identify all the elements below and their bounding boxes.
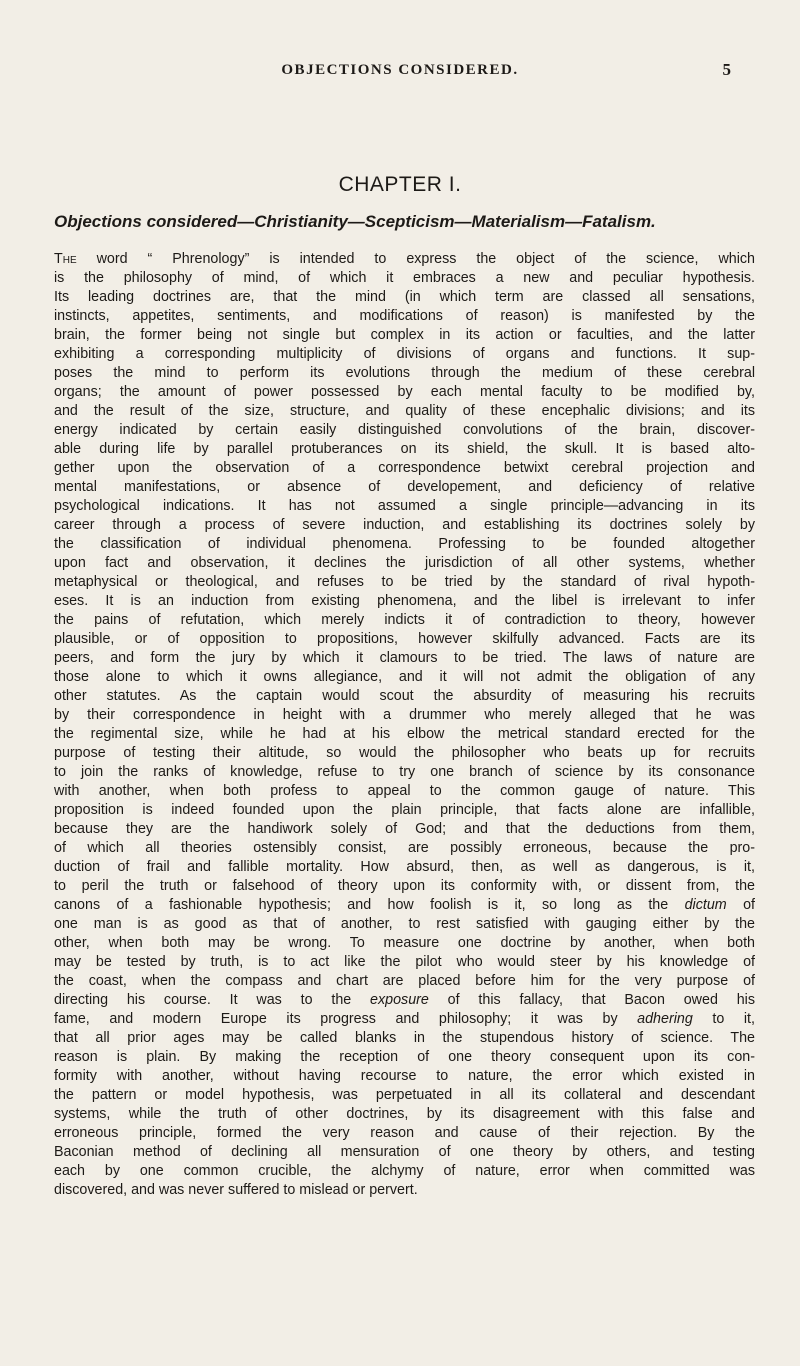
text-line: and the result of the size, structure, and quality of these encephalic divisions; and its (54, 403, 755, 419)
text-line: energy indicated by certain easily distinguished convolutions of the brain, discover- (54, 422, 755, 438)
running-title: OBJECTIONS CONSIDERED. (281, 62, 519, 78)
text-line: other statutes. As the captain would scout the absurdity of measuring his recruits (54, 688, 755, 704)
text-line: instincts, appetites, sentiments, and modifications of reason) is manifested by the (54, 308, 755, 324)
text-line: may be tested by truth, is to act like the pilot who would steer by his knowledge of (54, 954, 755, 970)
text-line: of which all theories ostensibly consist, are possibly erroneous, because the pro- (54, 840, 755, 856)
italic-word: adhering (637, 1011, 693, 1027)
text-line (54, 250, 755, 269)
text-line (54, 991, 755, 1010)
text-line-content: canons of a fashionable hypothesis; and how foolish is it, so long as the (54, 897, 685, 913)
text-line: the coast, when the compass and chart are placed before him for the very purpose of (54, 973, 755, 989)
text-line: organs; the amount of power possessed by each mental faculty to be modified by, (54, 384, 755, 400)
text-line: gether upon the observation of a correspondence betwixt cerebral projection and (54, 460, 755, 476)
text-line (54, 896, 755, 915)
text-line: the classification of individual phenomena. Professing to be founded altogether (54, 536, 755, 552)
page-number: 5 (722, 60, 731, 79)
text-line: Its leading doctrines are, that the mind (in which term are classed all sensations, (54, 289, 755, 305)
chapter-heading: CHAPTER I. (338, 173, 462, 196)
text-line-content: fame, and modern Europe its progress and philosophy; it was by (54, 1011, 638, 1027)
text-line: is the philosophy of mind, of which it embraces a new and peculiar hypothesis. (54, 270, 755, 286)
text-line: to peril the truth or falsehood of theory upon its conformity with, or dissent from, the (54, 878, 755, 894)
text-line: with another, when both profess to appeal to the common gauge of nature. This (54, 783, 755, 799)
text-line: eses. It is an induction from existing phenomena, and the libel is irrelevant to infer (54, 593, 755, 609)
text-line-content: word “ Phrenology” is intended to express the object of the science, which (76, 251, 755, 267)
text-line: Baconian method of declining all mensuration of one theory by others, and testing (54, 1144, 755, 1160)
text-line: by their correspondence in height with a drummer who merely alleged that he was (54, 707, 755, 723)
text-line: career through a process of severe induction, and establishing its doctrines solely by (54, 517, 755, 533)
text-line-content: of this fallacy, that Bacon owed his (428, 992, 755, 1008)
text-line: upon fact and observation, it declines the jurisdiction of all other systems, whether (54, 555, 755, 571)
italic-word: exposure (370, 992, 429, 1008)
text-line: proposition is indeed founded upon the plain principle, that facts alone are infallible, (54, 802, 755, 818)
text-line: the pains of refutation, which merely indicts it of contradiction to theory, however (54, 612, 755, 628)
text-line: plausible, or of opposition to propositions, however skilfully advanced. Facts are its (54, 631, 755, 647)
chapter-subtitle: Objections considered—Christianity—Scepticism—Materialism—Fatalism. (54, 212, 656, 231)
text-line: mental manifestations, or absence of developement, and deficiency of relative (54, 479, 755, 495)
text-line: systems, while the truth of other doctrines, by its disagreement with this false and (54, 1106, 755, 1122)
text-line-content: to it, (692, 1011, 755, 1027)
text-line: able during life by parallel protuberances on its shield, the skull. It is based alto- (54, 441, 755, 457)
running-head (0, 62, 800, 82)
text-line: because they are the handiwork solely of God; and that the deductions from them, (54, 821, 755, 837)
text-line: one man is as good as that of another, to rest satisfied with gauging either by the (54, 916, 755, 932)
text-line: purpose of testing their altitude, so would the philosopher who beats up for recruits (54, 745, 755, 761)
text-line: the pattern or model hypothesis, was perpetuated in all its collateral and descendant (54, 1087, 755, 1103)
text-line: reason is plain. By making the reception of one theory consequent upon its con- (54, 1049, 755, 1065)
italic-word: dictum (684, 897, 727, 913)
text-line: metaphysical or theological, and refuses to be tried by the standard of rival hypoth- (54, 574, 755, 590)
text-line: the regimental size, while he had at his elbow the metrical standard erected for the (54, 726, 755, 742)
text-line: that all prior ages may be called blanks in the stupendous history of science. The (54, 1030, 755, 1046)
text-line: erroneous principle, formed the very reason and cause of their rejection. By the (54, 1125, 755, 1141)
text-line: those alone to which it owns allegiance, and it will not admit the obligation of any (54, 669, 755, 685)
text-line: other, when both may be wrong. To measure one doctrine by another, when both (54, 935, 755, 951)
text-line: discovered, and was never suffered to mislead or pervert. (54, 1182, 418, 1198)
text-line-content: of (726, 897, 755, 913)
text-line (54, 1010, 755, 1029)
text-line: formity with another, without having recourse to nature, the error which existed in (54, 1068, 755, 1084)
text-line: brain, the former being not single but complex in its action or faculties, and the latter (54, 327, 755, 343)
text-line: duction of frail and fallible mortality. How absurd, then, as well as dangerous, is it, (54, 859, 755, 875)
text-line: poses the mind to perform its evolutions through the medium of these cerebral (54, 365, 755, 381)
text-line: psychological indications. It has not assumed a single principle—advancing in its (54, 498, 755, 514)
text-line: exhibiting a corresponding multiplicity of divisions of organs and functions. It sup- (54, 346, 755, 362)
text-line-content: directing his course. It was to the (54, 992, 371, 1008)
body-paragraph (54, 250, 755, 1200)
text-line: to join the ranks of knowledge, refuse to try one branch of science by its consonance (54, 764, 755, 780)
text-line: each by one common crucible, the alchymy of nature, error when committed was (54, 1163, 755, 1179)
text-line: peers, and form the jury by which it clamours to be tried. The laws of nature are (54, 650, 755, 666)
lead-word: The (54, 251, 77, 267)
